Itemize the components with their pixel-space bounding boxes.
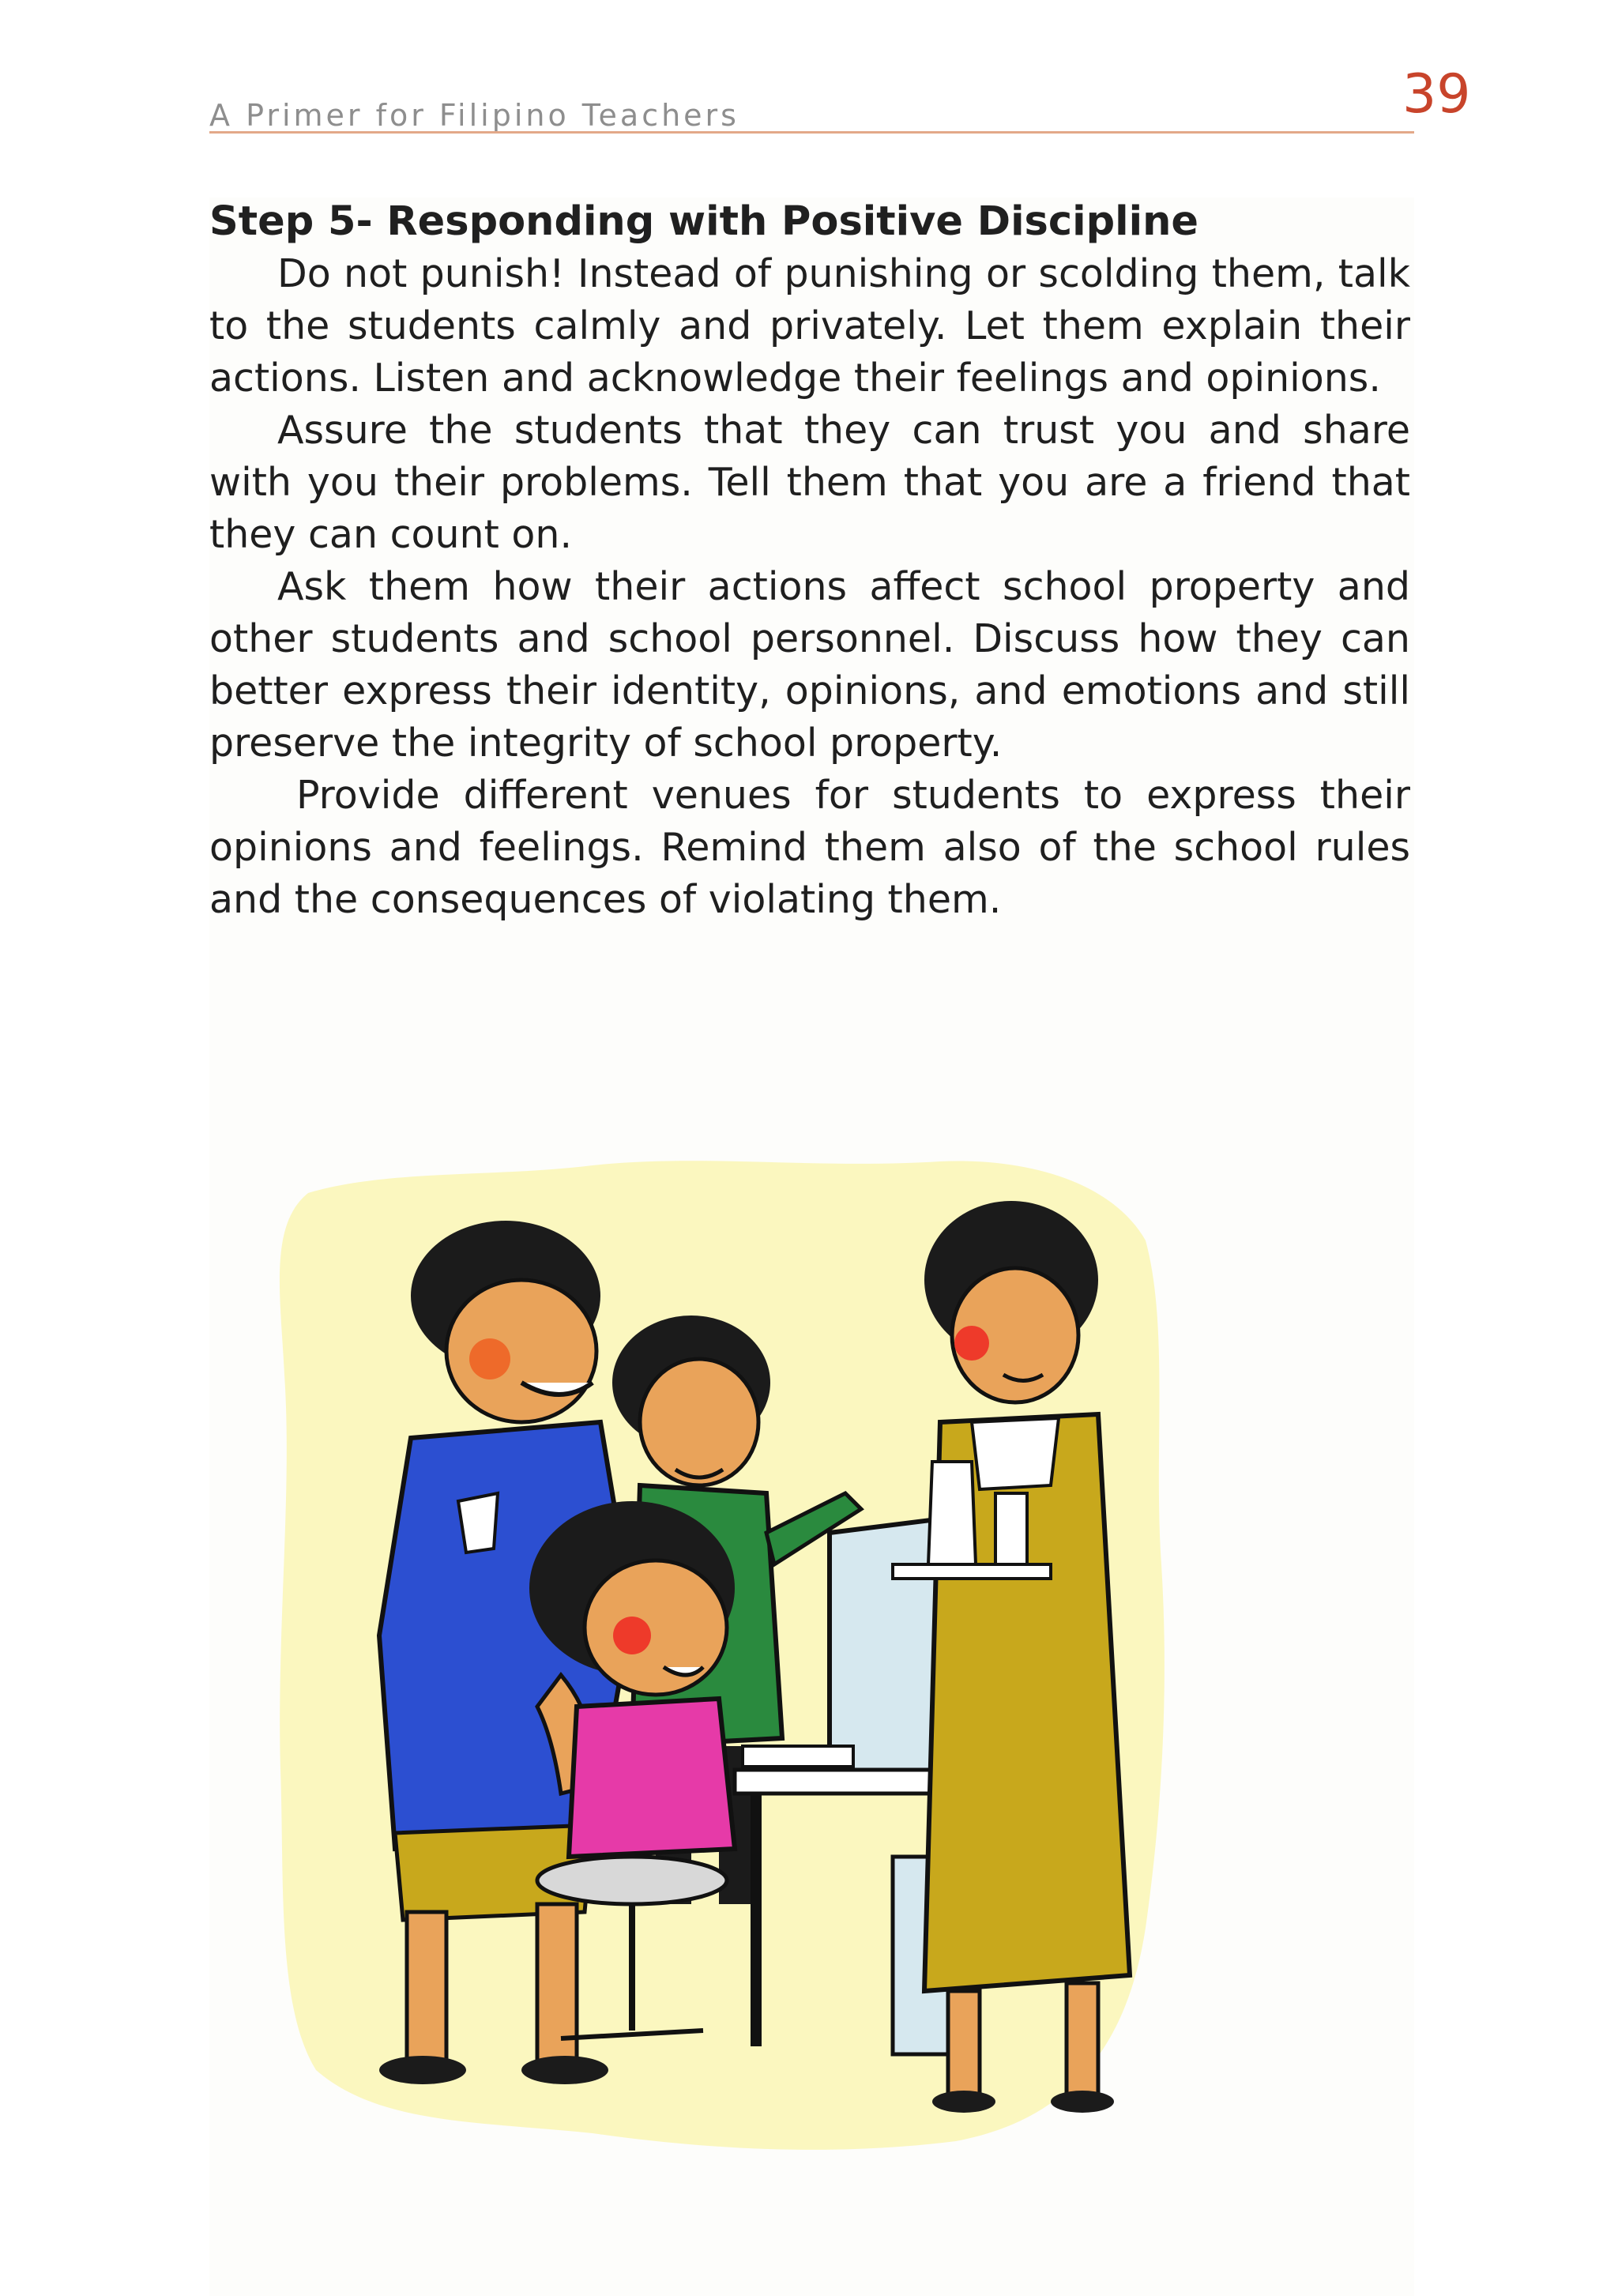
paragraph-3: Ask them how their actions affect school property and other students and school personnel. Discuss how they can better express their identity, opinions, and emotions and still preserve the integrity of school property. xyxy=(209,564,1410,766)
teacher-students-computer-illustration xyxy=(261,1122,1209,2165)
paragraph-2: Assure the students that they can trust you and share with you their problems. Tell them that you are a friend that they can count on. xyxy=(209,408,1410,557)
main-content xyxy=(209,196,1410,926)
page-number: 39 xyxy=(1402,63,1471,126)
header-rule xyxy=(209,131,1414,134)
paragraph-1: Do not punish! Instead of punishing or scolding them, talk to the students calmly and privately. Let them explain their actions. Listen and acknowledge their feelings and opinions. xyxy=(209,251,1410,401)
paragraph-4: Provide different venues for students to express their opinions and feelings. Remind them also of the school rules and the consequences of violating them. xyxy=(209,773,1410,922)
running-header: A Primer for Filipino Teachers xyxy=(209,98,739,133)
section-title: Step 5- Responding with Positive Discipline xyxy=(209,198,1198,245)
